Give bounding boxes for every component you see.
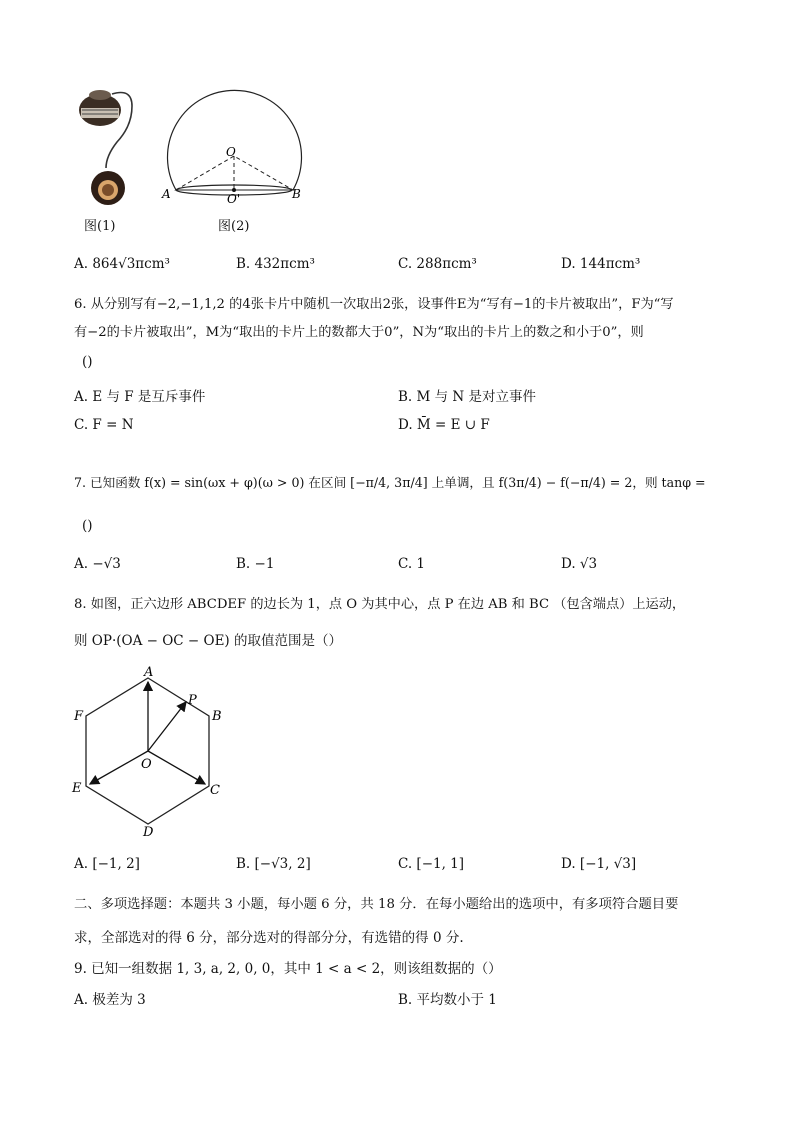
section2-heading-line2: 求，全部选对的得 6 分，部分选对的得部分分，有选错的得 0 分. [74,930,464,946]
q6-option-a[interactable]: A. E 与 F 是互斥事件 [74,389,206,405]
hexagon-figure [66,664,236,840]
q6-option-d[interactable]: D. M̄ = E ∪ F [398,417,490,433]
q7-stem: 7. 已知函数 f(x) = sin(ωx + φ)(ω > 0) 在区间 [−π/4, 3π/4] 上单调，且 f(3π/4) − f(−π/4) = 2，则 tanφ = [74,475,706,490]
q7-option-a[interactable]: A. −√3 [74,556,121,572]
q5-option-b[interactable]: B. 432πcm³ [236,256,315,272]
q8-stem-line2: 则 OP·(OA − OC − OE) 的取值范围是（） [74,633,342,649]
hex-label-f: F [74,709,84,724]
q8-option-b[interactable]: B. [−√3, 2] [236,856,311,872]
figure-2-label: 图(2) [218,219,250,234]
q7-option-c[interactable]: C. 1 [398,556,426,572]
hex-label-c: C [210,783,220,798]
sphere-figure [156,86,306,208]
section2-heading-line1: 二、多项选择题：本题共 3 小题，每小题 6 分，共 18 分．在每小题给出的选项中，有多项符合题目要 [74,897,679,912]
q9-option-b[interactable]: B. 平均数小于 1 [398,992,497,1008]
q6-option-c[interactable]: C. F = N [74,417,134,433]
q9-stem: 9. 已知一组数据 1, 3, a, 2, 0, 0，其中 1 < a < 2，则该组数据的（） [74,961,502,977]
hex-label-d: D [143,825,154,840]
q8-option-d[interactable]: D. [−1, √3] [561,856,637,872]
q8-option-a[interactable]: A. [−1, 2] [74,856,140,872]
q6-stem-line1: 6. 从分别写有−2,−1,1,2 的4张卡片中随机一次取出2张，设事件E为“写有−1的卡片被取出”，F为“写 [74,297,674,312]
q6-option-b[interactable]: B. M 与 N 是对立事件 [398,389,537,405]
q5-option-a[interactable]: A. 864√3πcm³ [74,256,170,272]
q6-stem-line2: 有−2的卡片被取出”，M为“取出的卡片上的数都大于0”，N为“取出的卡片上的数之和小于0”，则 [74,325,644,340]
sphere-label-b: B [292,187,301,201]
sphere-label-a: A [162,187,171,201]
sphere-label-o-prime: O' [227,192,241,206]
q7-option-d[interactable]: D. √3 [561,556,598,572]
q6-answer-paren: () [82,354,93,370]
hex-label-p: P [188,693,197,708]
hex-label-e: E [72,781,82,796]
q9-option-a[interactable]: A. 极差为 3 [74,992,146,1008]
q5-option-d[interactable]: D. 144πcm³ [561,256,641,272]
hex-label-a: A [144,665,154,680]
q7-answer-paren: () [82,518,93,534]
q8-option-c[interactable]: C. [−1, 1] [398,856,465,872]
q5-option-c[interactable]: C. 288πcm³ [398,256,477,272]
hex-label-o: O [141,757,152,772]
sphere-label-o: O [226,145,236,159]
gourd-lamp-figure [72,84,142,214]
q7-option-b[interactable]: B. −1 [236,556,275,572]
figure-1-label: 图(1) [84,219,116,234]
q8-stem-line1: 8. 如图，正六边形 ABCDEF 的边长为 1，点 O 为其中心，点 P 在边 AB 和 BC （包含端点）上运动， [74,597,686,612]
hex-label-b: B [212,709,222,724]
